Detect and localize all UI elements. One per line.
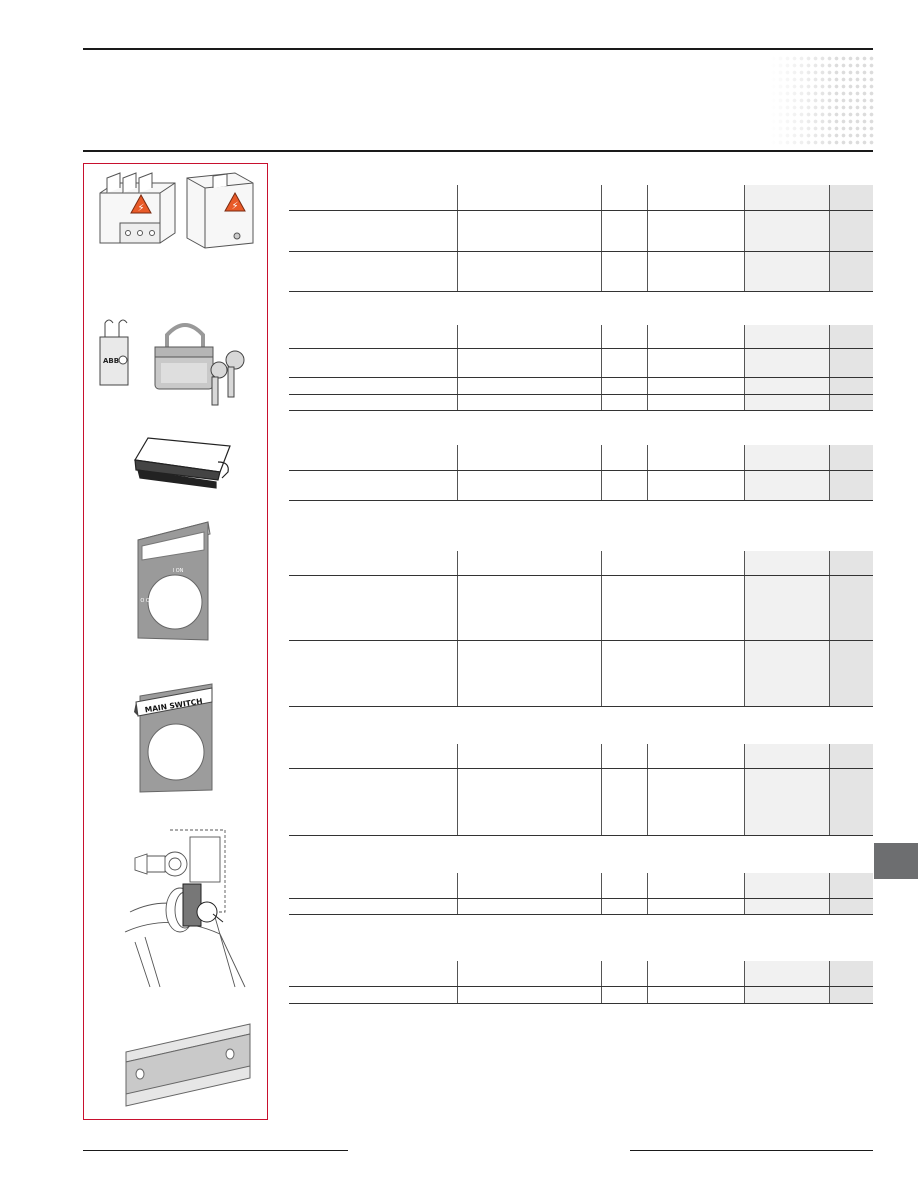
on-off-plate-image bbox=[130, 520, 240, 645]
table-legend-plates bbox=[289, 551, 873, 706]
table-door-interlock bbox=[289, 873, 873, 914]
din-rail-image bbox=[118, 1022, 258, 1107]
svg-text:⚡: ⚡ bbox=[137, 203, 145, 214]
section-side-tab bbox=[874, 843, 918, 879]
plate-off-label: O OFF bbox=[140, 598, 156, 604]
table-din-rail bbox=[289, 961, 873, 1003]
header-top-rule bbox=[83, 48, 873, 50]
plate-on-label: I ON bbox=[172, 568, 184, 574]
footer-rule-right bbox=[630, 1150, 873, 1151]
table-padlock bbox=[289, 325, 873, 410]
table-terminal-covers bbox=[289, 185, 873, 291]
door-interlock-image bbox=[125, 822, 260, 987]
cover-clip-image bbox=[130, 432, 240, 494]
header-dot-pattern bbox=[770, 55, 874, 147]
svg-text:⚡: ⚡ bbox=[231, 201, 239, 212]
main-switch-plate-image bbox=[130, 680, 240, 795]
terminal-covers-image bbox=[95, 168, 260, 258]
main-switch-label: MAIN SWITCH bbox=[144, 696, 204, 715]
footer-rule-left bbox=[83, 1150, 348, 1151]
padlock-keys-image bbox=[95, 315, 260, 410]
table-cover-clip bbox=[289, 445, 873, 500]
table-main-switch-plate bbox=[289, 744, 873, 835]
svg-text:ABB: ABB bbox=[102, 357, 120, 365]
header-bottom-rule bbox=[83, 150, 873, 152]
